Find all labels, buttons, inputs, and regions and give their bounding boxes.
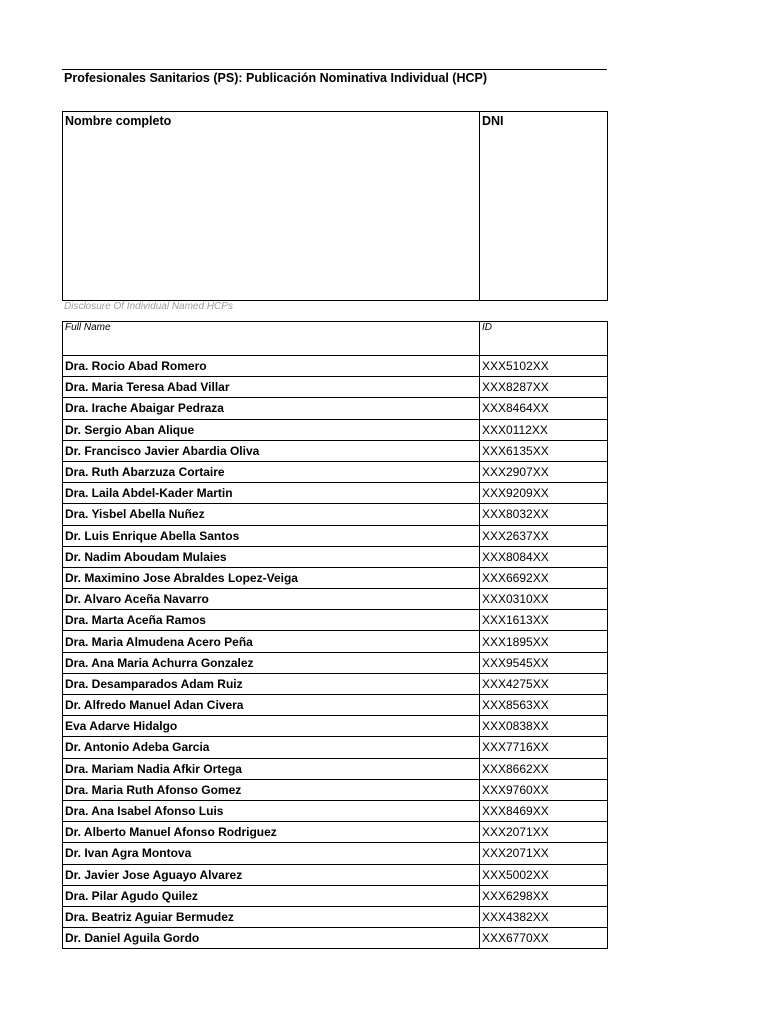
hcp-id-cell: XXX8287XX — [480, 377, 608, 398]
table-row — [63, 737, 608, 758]
table-row — [63, 800, 608, 821]
document-title: Profesionales Sanitarios (PS): Publicación Nominativa Individual (HCP) — [62, 69, 607, 111]
table-row — [63, 356, 608, 377]
hcp-name-cell: Dr. Antonio Adeba Garcia — [63, 737, 480, 758]
hcp-name-cell: Dra. Ana Maria Achurra Gonzalez — [63, 652, 480, 673]
hcp-id-cell: XXX0838XX — [480, 716, 608, 737]
dni-header: DNI — [480, 112, 608, 301]
hcp-id-cell: XXX5002XX — [480, 864, 608, 885]
hcp-name-cell: Dra. Desamparados Adam Ruiz — [63, 673, 480, 694]
table-row — [63, 525, 608, 546]
hcp-name-cell: Dr. Maximino Jose Abraldes Lopez-Veiga — [63, 567, 480, 588]
hcp-table — [62, 321, 608, 949]
hcp-name-cell: Dr. Alfredo Manuel Adan Civera — [63, 695, 480, 716]
hcp-name-cell: Dra. Ana Isabel Afonso Luis — [63, 800, 480, 821]
header-table — [62, 111, 608, 301]
hcp-id-cell: XXX8662XX — [480, 758, 608, 779]
table-row — [63, 885, 608, 906]
header-row — [63, 112, 608, 301]
hcp-name-cell: Dra. Rocio Abad Romero — [63, 356, 480, 377]
hcp-id-cell: XXX8084XX — [480, 546, 608, 567]
hcp-id-cell: XXX2071XX — [480, 843, 608, 864]
hcp-id-cell: XXX5102XX — [480, 356, 608, 377]
document-sheet — [62, 69, 607, 949]
hcp-name-cell: Dra. Pilar Agudo Quilez — [63, 885, 480, 906]
table-row — [63, 652, 608, 673]
hcp-id-cell: XXX8563XX — [480, 695, 608, 716]
hcp-id-cell: XXX1895XX — [480, 631, 608, 652]
table-row — [63, 906, 608, 927]
table-row — [63, 419, 608, 440]
hcp-id-cell: XXX6298XX — [480, 885, 608, 906]
hcp-id-cell: XXX2071XX — [480, 822, 608, 843]
hcp-name-cell: Dra. Yisbel Abella Nuñez — [63, 504, 480, 525]
full-name-subheader: Full Name — [63, 322, 480, 356]
subheader-row — [63, 322, 608, 356]
hcp-id-cell: XXX9209XX — [480, 483, 608, 504]
hcp-name-cell: Dr. Nadim Aboudam Mulaies — [63, 546, 480, 567]
hcp-name-cell: Dr. Alberto Manuel Afonso Rodriguez — [63, 822, 480, 843]
hcp-name-cell: Dra. Maria Teresa Abad Villar — [63, 377, 480, 398]
table-row — [63, 822, 608, 843]
disclosure-caption: Disclosure Of Individual Named HCPs — [64, 301, 233, 312]
hcp-name-cell: Dra. Beatriz Aguiar Bermudez — [63, 906, 480, 927]
hcp-id-cell: XXX8464XX — [480, 398, 608, 419]
hcp-id-cell: XXX0112XX — [480, 419, 608, 440]
hcp-id-cell: XXX8469XX — [480, 800, 608, 821]
hcp-id-cell: XXX7716XX — [480, 737, 608, 758]
hcp-id-cell: XXX6135XX — [480, 440, 608, 461]
hcp-name-cell: Dr. Alvaro Aceña Navarro — [63, 589, 480, 610]
hcp-id-cell: XXX2637XX — [480, 525, 608, 546]
table-row — [63, 546, 608, 567]
table-row — [63, 440, 608, 461]
hcp-id-cell: XXX4382XX — [480, 906, 608, 927]
hcp-name-cell: Dra. Irache Abaigar Pedraza — [63, 398, 480, 419]
hcp-id-cell: XXX0310XX — [480, 589, 608, 610]
table-row — [63, 864, 608, 885]
hcp-id-cell: XXX6692XX — [480, 567, 608, 588]
id-subheader: ID — [480, 322, 608, 356]
hcp-name-cell: Dr. Sergio Aban Alique — [63, 419, 480, 440]
table-row — [63, 377, 608, 398]
hcp-id-cell: XXX8032XX — [480, 504, 608, 525]
hcp-name-cell: Dra. Maria Almudena Acero Peña — [63, 631, 480, 652]
table-row — [63, 779, 608, 800]
hcp-name-cell: Eva Adarve Hidalgo — [63, 716, 480, 737]
table-row — [63, 483, 608, 504]
hcp-name-cell: Dr. Ivan Agra Montova — [63, 843, 480, 864]
hcp-name-cell: Dr. Francisco Javier Abardia Oliva — [63, 440, 480, 461]
hcp-id-cell: XXX1613XX — [480, 610, 608, 631]
hcp-id-cell: XXX9545XX — [480, 652, 608, 673]
hcp-name-cell: Dr. Javier Jose Aguayo Alvarez — [63, 864, 480, 885]
hcp-id-cell: XXX9760XX — [480, 779, 608, 800]
hcp-name-cell: Dra. Ruth Abarzuza Cortaire — [63, 461, 480, 482]
table-row — [63, 716, 608, 737]
hcp-id-cell: XXX6770XX — [480, 928, 608, 949]
table-row — [63, 610, 608, 631]
table-row — [63, 695, 608, 716]
table-row — [63, 504, 608, 525]
hcp-name-cell: Dra. Laila Abdel-Kader Martin — [63, 483, 480, 504]
hcp-name-cell: Dra. Marta Aceña Ramos — [63, 610, 480, 631]
hcp-name-cell: Dr. Luis Enrique Abella Santos — [63, 525, 480, 546]
hcp-name-cell: Dra. Maria Ruth Afonso Gomez — [63, 779, 480, 800]
table-row — [63, 398, 608, 419]
table-row — [63, 928, 608, 949]
hcp-id-cell: XXX2907XX — [480, 461, 608, 482]
table-row — [63, 843, 608, 864]
table-row — [63, 673, 608, 694]
table-row — [63, 567, 608, 588]
full-name-header: Nombre completo — [63, 112, 480, 301]
hcp-id-cell: XXX4275XX — [480, 673, 608, 694]
table-row — [63, 758, 608, 779]
table-row — [63, 461, 608, 482]
hcp-name-cell: Dra. Mariam Nadia Afkir Ortega — [63, 758, 480, 779]
table-row — [63, 589, 608, 610]
hcp-name-cell: Dr. Daniel Aguila Gordo — [63, 928, 480, 949]
table-row — [63, 631, 608, 652]
